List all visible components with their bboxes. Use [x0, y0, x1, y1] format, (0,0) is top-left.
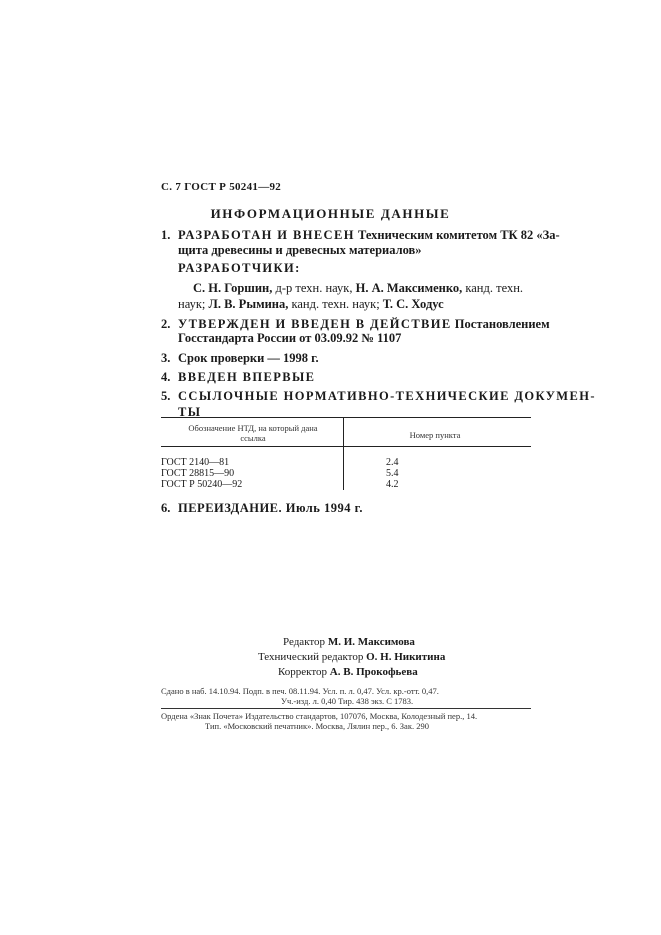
table-row: [386, 458, 399, 468]
item-3: [161, 351, 319, 366]
tech-editor-name: О. Н. Никитина: [366, 651, 446, 663]
clause-cell: 2.4: [386, 457, 399, 468]
item-3-number: 3.: [161, 351, 171, 365]
developer-name: Т. С. Ходус: [382, 297, 444, 311]
developer-name: Н. А. Максименко,: [355, 281, 463, 295]
document-cell: ГОСТ 28815—90: [161, 468, 235, 479]
item-5-line2: ТЫ: [178, 405, 202, 419]
developer-degree: канд. техн.: [462, 281, 524, 295]
clause-cell: 5.4: [386, 468, 399, 479]
document-cell: ГОСТ Р 50240—92: [161, 479, 243, 490]
table-header-rule: [161, 446, 531, 447]
developers-line-2: [178, 297, 444, 312]
corrector-role: Корректор: [278, 666, 330, 678]
imprint-line-4: Тип. «Московский печатник». Москва, Лялин пер., 6. Зак. 290: [205, 721, 429, 731]
editor-role: Редактор: [283, 636, 328, 648]
table-divider: [343, 418, 344, 446]
developer-degree: наук;: [178, 297, 209, 311]
item-2-number: 2.: [161, 317, 171, 331]
section-title: ИНФОРМАЦИОННЫЕ ДАННЫЕ: [210, 206, 451, 221]
column-header-clause: Номер пункта: [409, 430, 461, 440]
tech-editor-role: Технический редактор: [258, 651, 367, 663]
developer-degree: канд. техн. наук;: [288, 297, 383, 311]
document-cell: ГОСТ 2140—81: [161, 457, 230, 468]
item-4-caps: ВВЕДЕН ВПЕРВЫЕ: [178, 370, 316, 384]
corrector-line: [278, 666, 418, 678]
table-row: [161, 480, 242, 490]
item-2-caps: УТВЕРЖДЕН И ВВЕДЕН В ДЕЙСТВИЕ: [178, 317, 452, 331]
table-divider: [343, 446, 344, 490]
item-6: [161, 501, 363, 516]
developer-name: Л. В. Рымина,: [208, 297, 289, 311]
imprint-line-1: Сдано в наб. 14.10.94. Подп. в печ. 08.11.94. Усл. п. л. 0,47. Усл. кр.-отт. 0,47.: [161, 686, 439, 696]
item-2-line2: Госстандарта России от 03.09.92 № 1107: [178, 331, 402, 345]
item-2: [161, 317, 550, 332]
clause-cell: 4.2: [386, 479, 399, 490]
editor-name: М. И. Максимова: [327, 636, 415, 648]
item-4: [161, 370, 315, 385]
table-row: [386, 480, 399, 490]
item-1-text: Техническим комитетом ТК 82 «За-: [357, 228, 560, 242]
tech-editor-line: [258, 651, 445, 663]
table-row: [161, 469, 234, 479]
item-1: [161, 228, 560, 243]
item-1-number: 1.: [161, 228, 171, 242]
imprint-line-2: Уч.-изд. л. 0,40 Тир. 438 экз. С 1783.: [281, 696, 414, 706]
item-1-line2: щита древесины и древесных материалов»: [178, 243, 422, 257]
table-row: [161, 458, 229, 468]
item-5-caps: ССЫЛОЧНЫЕ НОРМАТИВНО-ТЕХНИЧЕСКИЕ ДОКУМЕН-: [178, 389, 596, 403]
item-5-number: 5.: [161, 389, 171, 403]
imprint-line-3: Ордена «Знак Почета» Издательство стандартов, 107076, Москва, Колодезный пер., 14.: [161, 711, 478, 721]
developers-label: РАЗРАБОТЧИКИ:: [178, 261, 301, 275]
developer-name: С. Н. Горшин,: [193, 281, 273, 295]
corrector-name: А. В. Прокофьева: [329, 666, 418, 678]
editor-line: [283, 636, 415, 648]
developer-degree: д-р техн. наук,: [272, 281, 356, 295]
imprint-rule: [161, 708, 531, 709]
table-row: [386, 469, 399, 479]
table-top-rule: [161, 417, 531, 418]
item-5: [161, 389, 596, 404]
item-6-text: ПЕРЕИЗДАНИЕ. Июль 1994 г.: [178, 501, 363, 515]
page-header: С. 7 ГОСТ Р 50241—92: [161, 181, 282, 193]
item-6-number: 6.: [161, 501, 171, 515]
item-1-caps: РАЗРАБОТАН И ВНЕСЕН: [178, 228, 355, 242]
column-header-document: Обозначение НТД, на который дана ссылка: [188, 423, 318, 443]
developers-line-1: [193, 281, 523, 296]
item-3-text: Срок проверки — 1998 г.: [178, 351, 319, 365]
item-2-text: Постановлением: [454, 317, 550, 331]
item-4-number: 4.: [161, 370, 171, 384]
